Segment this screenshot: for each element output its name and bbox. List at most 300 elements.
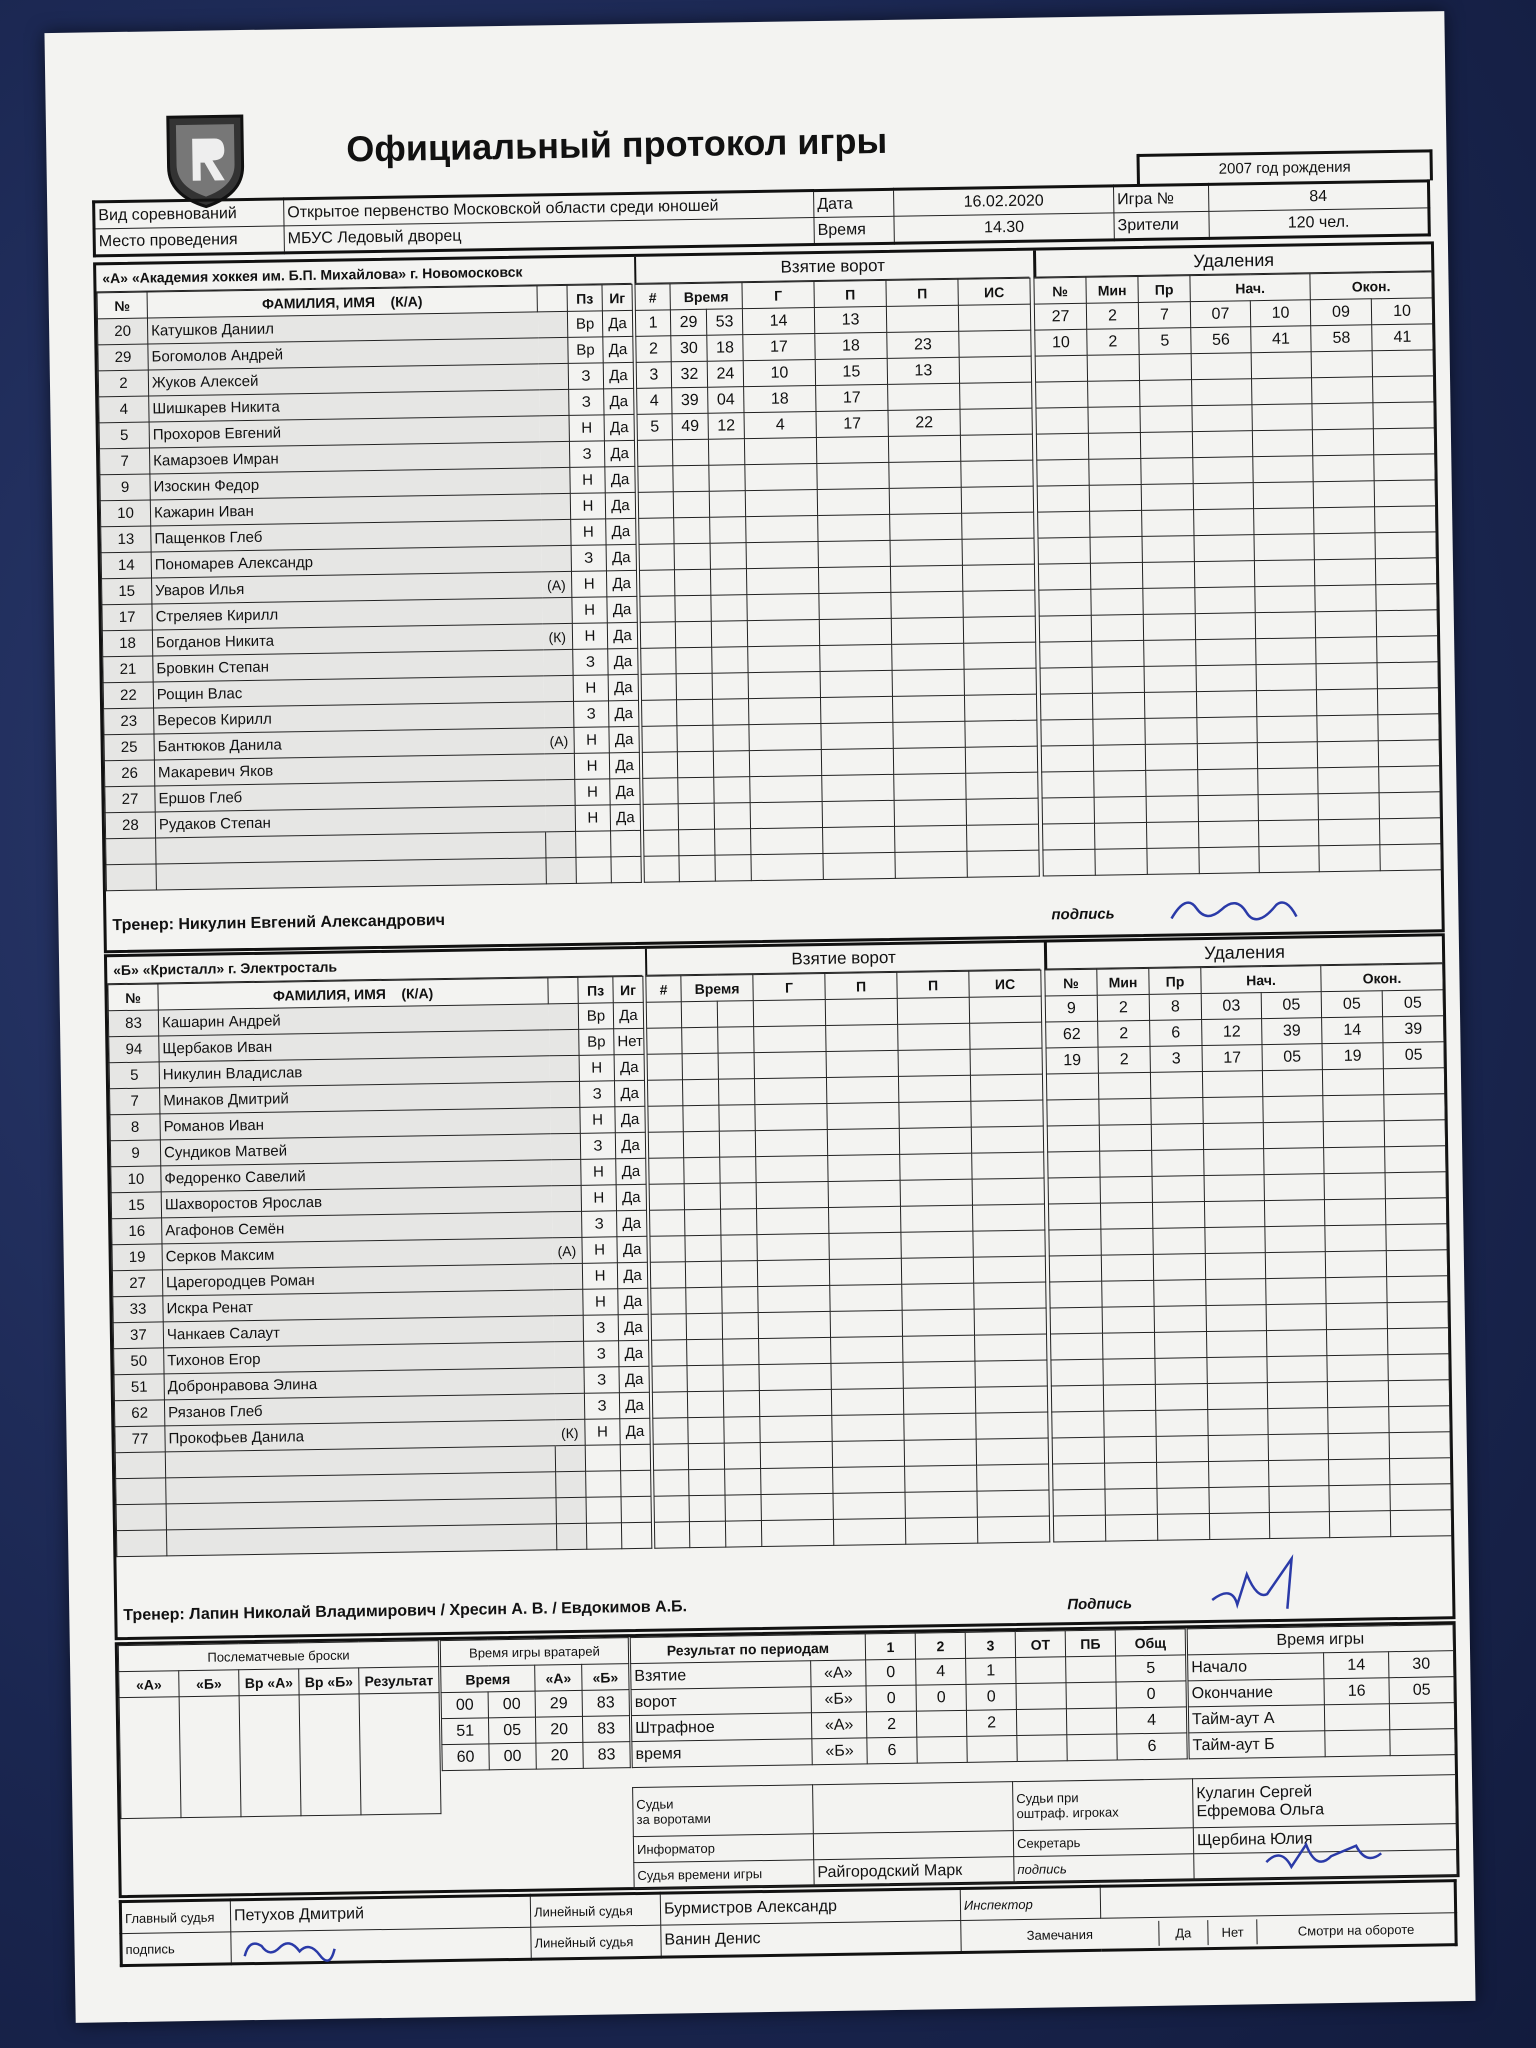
empty-cell — [1035, 355, 1087, 382]
remarks-cell — [961, 1913, 1456, 1953]
empty-cell — [684, 1183, 720, 1210]
player-position: З — [573, 649, 608, 676]
player-name: Пономарев Александр — [151, 546, 541, 578]
empty-cell — [643, 778, 678, 805]
empty-cell — [1142, 510, 1194, 537]
empty-cell — [746, 516, 818, 543]
empty-cell — [1313, 455, 1374, 482]
goalie-time-cell: 05 — [488, 1717, 535, 1744]
empty-cell — [828, 1154, 900, 1181]
empty-cell — [1050, 1281, 1102, 1308]
b-pen-col-num: № — [1045, 969, 1097, 996]
empty-cell — [1205, 1227, 1265, 1254]
player-name: Никулин Владислав — [159, 1056, 549, 1088]
player-number: 9 — [110, 1140, 160, 1167]
club-logo-icon — [162, 108, 250, 209]
empty-cell — [675, 621, 711, 648]
empty-cell — [972, 1152, 1044, 1179]
team-b-roster — [107, 976, 652, 1557]
empty-cell — [833, 1518, 905, 1545]
empty-cell — [1194, 561, 1254, 588]
empty-cell — [1328, 1433, 1389, 1460]
goal-cell: 12 — [708, 413, 744, 440]
game-label: Игра № — [1113, 184, 1208, 212]
empty-cell — [961, 460, 1033, 487]
goalie-time-table — [440, 1637, 631, 1771]
empty-cell — [1252, 430, 1312, 457]
empty-cell — [1103, 1384, 1155, 1411]
penalty-cell: 8 — [1149, 994, 1201, 1021]
empty-cell — [715, 855, 751, 882]
empty-cell — [1314, 507, 1375, 534]
empty-cell — [973, 1230, 1045, 1257]
goal-cell: 04 — [708, 387, 744, 414]
linesman-2-label: Линейный судья — [531, 1925, 661, 1959]
empty-cell — [970, 1048, 1042, 1075]
player-position: Н — [580, 1107, 615, 1134]
player-number: 26 — [104, 760, 154, 787]
empty-cell — [977, 1464, 1049, 1491]
empty-cell — [688, 1417, 724, 1444]
empty-cell — [1043, 823, 1095, 850]
empty-cell — [1323, 1095, 1384, 1122]
player-position: З — [569, 441, 604, 468]
player-role — [551, 1185, 581, 1211]
empty-cell — [1314, 533, 1375, 560]
empty-cell — [758, 1285, 830, 1312]
empty-cell — [647, 1028, 682, 1055]
empty-cell — [1144, 640, 1196, 667]
empty-cell — [905, 1517, 977, 1544]
player-role — [549, 1081, 579, 1107]
empty-cell — [717, 1001, 753, 1028]
empty-cell — [586, 1471, 621, 1498]
goal-cell: 4 — [637, 388, 672, 415]
empty-cell — [1088, 432, 1140, 459]
penalty-cell: 05 — [1261, 992, 1321, 1019]
player-played: Да — [604, 440, 634, 466]
empty-cell — [756, 1181, 828, 1208]
empty-cell — [1194, 535, 1254, 562]
team-b-penalties — [1044, 963, 1452, 1542]
empty-cell — [1053, 1515, 1105, 1542]
goalie-time-cell: 00 — [441, 1692, 488, 1719]
goal-cell: 24 — [707, 361, 743, 388]
goal-cell: 18 — [815, 332, 887, 359]
penalty-cell: 07 — [1190, 301, 1250, 328]
empty-cell — [1051, 1333, 1103, 1360]
empty-cell — [1049, 1255, 1101, 1282]
empty-cell — [682, 1027, 718, 1054]
goal-judges-label — [633, 1785, 814, 1837]
empty-cell — [1088, 380, 1140, 407]
goals-b-p2: 0 — [916, 1684, 966, 1711]
player-played: Да — [602, 310, 632, 336]
empty-cell — [890, 513, 962, 540]
empty-cell — [637, 440, 672, 467]
empty-cell — [1324, 1147, 1385, 1174]
empty-cell — [1039, 615, 1091, 642]
empty-cell — [894, 799, 966, 826]
empty-cell — [682, 1053, 718, 1080]
empty-cell — [678, 803, 714, 830]
empty-cell — [1318, 819, 1379, 846]
gk-col-time: Время — [441, 1665, 535, 1692]
empty-cell — [963, 590, 1035, 617]
empty-cell — [684, 1157, 720, 1184]
penbox-label-2: оштраф. игроках — [1016, 1804, 1119, 1822]
empty-cell — [1383, 1068, 1444, 1095]
empty-cell — [1150, 1072, 1202, 1099]
goal-cell: 39 — [672, 387, 708, 414]
pen-label-1: Штрафное — [631, 1713, 811, 1742]
empty-cell — [1316, 637, 1377, 664]
empty-cell — [898, 1049, 970, 1076]
empty-cell — [831, 1362, 903, 1389]
player-played: Да — [619, 1392, 649, 1418]
empty-cell — [1099, 1124, 1151, 1151]
empty-cell — [757, 1259, 829, 1286]
goal-cell: 18 — [744, 386, 816, 413]
player-number: 15 — [102, 578, 152, 605]
period-2: 2 — [915, 1632, 965, 1659]
empty-cell — [1267, 1356, 1327, 1383]
empty-cell — [898, 1023, 970, 1050]
player-position: З — [584, 1367, 619, 1394]
player-role — [554, 1341, 584, 1367]
goal-cell: 5 — [637, 414, 672, 441]
goal-cell: 10 — [743, 360, 815, 387]
empty-cell — [905, 1491, 977, 1518]
empty-cell — [1154, 1280, 1206, 1307]
player-number: 5 — [99, 422, 149, 449]
penalty-cell: 2 — [1086, 302, 1138, 329]
empty-cell — [1390, 1484, 1451, 1511]
b-goals-col-hash: # — [646, 976, 681, 1003]
empty-cell — [1373, 376, 1434, 403]
empty-cell — [1100, 1176, 1152, 1203]
empty-cell — [1048, 1177, 1100, 1204]
empty-cell — [755, 1103, 827, 1130]
empty-cell — [1100, 1150, 1152, 1177]
empty-cell — [751, 853, 823, 880]
empty-cell — [640, 622, 675, 649]
empty-cell — [826, 1050, 898, 1077]
player-position: З — [584, 1341, 619, 1368]
empty-cell — [1040, 641, 1092, 668]
empty-cell — [718, 1053, 754, 1080]
player-position: З — [579, 1081, 614, 1108]
chief-referee-label: Главный судья — [120, 1900, 230, 1934]
empty-cell — [1317, 715, 1378, 742]
empty-cell — [724, 1443, 760, 1470]
so-vra: Вр «А» — [239, 1669, 299, 1696]
player-name: Стреляев Кирилл — [152, 598, 542, 630]
empty-cell — [975, 1386, 1047, 1413]
empty-cell — [1192, 431, 1252, 458]
empty-cell — [747, 594, 819, 621]
empty-cell — [1144, 666, 1196, 693]
empty-cell — [674, 517, 710, 544]
empty-cell — [833, 1466, 905, 1493]
player-number: 16 — [112, 1218, 162, 1245]
empty-cell — [1253, 482, 1313, 509]
empty-cell — [903, 1361, 975, 1388]
empty-cell — [641, 674, 676, 701]
goal-cell: 32 — [671, 361, 707, 388]
empty-cell — [965, 720, 1037, 747]
goals-b-total: 0 — [1116, 1681, 1186, 1708]
player-position: Вр — [568, 337, 603, 364]
player-name: Вересов Кирилл — [154, 702, 544, 734]
empty-cell — [714, 803, 750, 830]
goalie-time-row — [441, 1690, 629, 1719]
pen-a-total: 4 — [1116, 1707, 1186, 1734]
empty-cell — [1053, 1463, 1105, 1490]
empty-cell — [972, 1178, 1044, 1205]
empty-cell — [1092, 640, 1144, 667]
empty-cell — [1380, 844, 1441, 871]
empty-cell — [1263, 1122, 1323, 1149]
empty-cell — [974, 1308, 1046, 1335]
player-number: 23 — [104, 708, 154, 735]
empty-cell — [1152, 1176, 1204, 1203]
empty-cell — [757, 1207, 829, 1234]
goalie-time-cell: 60 — [442, 1744, 489, 1771]
player-role — [554, 1367, 584, 1393]
empty-cell — [1259, 846, 1319, 873]
goalie-time-row — [442, 1742, 630, 1771]
empty-cell — [586, 1497, 621, 1524]
empty-cell — [891, 591, 963, 618]
empty-cell — [1047, 1099, 1099, 1126]
goalie-time-cell: 00 — [488, 1691, 535, 1718]
empty-cell — [644, 856, 679, 883]
penalty-cell: 39 — [1383, 1016, 1444, 1043]
empty-cell — [678, 777, 714, 804]
empty-cell — [1146, 822, 1198, 849]
empty-cell — [820, 644, 892, 671]
empty-cell — [897, 997, 969, 1024]
empty-cell — [1375, 558, 1436, 585]
empty-cell — [555, 1445, 585, 1471]
player-role — [553, 1289, 583, 1315]
player-played: Да — [613, 1002, 643, 1028]
empty-cell — [711, 595, 747, 622]
empty-cell — [1089, 484, 1141, 511]
remarks-label: Замечания — [961, 1920, 1159, 1948]
empty-cell — [825, 998, 897, 1025]
empty-cell — [1316, 689, 1377, 716]
empty-cell — [1196, 639, 1256, 666]
player-position: Н — [569, 415, 604, 442]
empty-cell — [721, 1235, 757, 1262]
col-ka-label: (К/А) — [390, 292, 423, 310]
penalty-cell: 05 — [1382, 990, 1443, 1017]
empty-cell — [1039, 589, 1091, 616]
empty-cell — [106, 838, 156, 865]
empty-cell — [1151, 1098, 1203, 1125]
empty-cell — [903, 1335, 975, 1362]
empty-cell — [1053, 1489, 1105, 1516]
empty-cell — [1254, 560, 1314, 587]
penbox-label-1: Судьи при — [1016, 1790, 1079, 1807]
empty-cell — [642, 752, 677, 779]
player-position: Н — [581, 1185, 616, 1212]
empty-cell — [1191, 353, 1251, 380]
player-name: Романов Иван — [160, 1108, 550, 1140]
empty-cell — [611, 856, 641, 882]
period-ot: ОТ — [1015, 1631, 1065, 1658]
goal-cell: 2 — [636, 336, 671, 363]
empty-cell — [1205, 1253, 1265, 1280]
empty-cell — [754, 1025, 826, 1052]
goal-cell: 30 — [671, 335, 707, 362]
empty-cell — [1143, 614, 1195, 641]
empty-cell — [760, 1415, 832, 1442]
end-min: 05 — [1389, 1677, 1454, 1704]
empty-cell — [749, 698, 821, 725]
empty-cell — [1327, 1381, 1388, 1408]
player-role — [543, 649, 573, 675]
empty-cell — [1376, 610, 1437, 637]
penalty-row — [1053, 1510, 1451, 1542]
empty-cell — [719, 1131, 755, 1158]
player-role — [550, 1133, 580, 1159]
goals-b-ot — [1016, 1683, 1066, 1710]
empty-cell — [1141, 484, 1193, 511]
b-pen-col-end: Окон. — [1321, 964, 1443, 992]
team-b-signature-label: Подпись — [1067, 1595, 1133, 1614]
empty-cell — [1374, 480, 1435, 507]
player-position: Н — [575, 805, 610, 832]
empty-cell — [1208, 1435, 1268, 1462]
empty-cell — [649, 1158, 684, 1185]
empty-cell — [970, 1074, 1042, 1101]
player-name: Царегородцев Роман — [162, 1264, 552, 1296]
player-name: Богданов Никита — [152, 624, 542, 656]
empty-cell — [754, 1051, 826, 1078]
team-a-goals-title: Взятие ворот — [634, 251, 1029, 284]
player-played: Да — [614, 1080, 644, 1106]
pen-b-p1: 6 — [867, 1737, 917, 1764]
empty-cell — [822, 800, 894, 827]
player-number: 33 — [113, 1296, 163, 1323]
team-b-title: «Б» «Кристалл» г. Электросталь — [107, 949, 642, 984]
empty-cell — [1204, 1149, 1264, 1176]
empty-cell — [722, 1287, 758, 1314]
penalty-cell: 7 — [1138, 302, 1190, 329]
empty-cell — [718, 1079, 754, 1106]
empty-cell — [1042, 771, 1094, 798]
empty-cell — [755, 1129, 827, 1156]
empty-cell — [1156, 1436, 1208, 1463]
empty-cell — [720, 1157, 756, 1184]
empty-cell — [1145, 744, 1197, 771]
player-name: Щербаков Иван — [159, 1030, 549, 1062]
player-played: Да — [607, 596, 637, 622]
team-a-goals — [634, 278, 1039, 883]
empty-cell — [1378, 714, 1439, 741]
empty-cell — [977, 1490, 1049, 1517]
team-a-penalties-title: Удаления — [1033, 244, 1431, 277]
remarks-yes: Да — [1158, 1920, 1208, 1946]
goals-col-p2: П — [886, 279, 958, 306]
empty-cell — [965, 746, 1037, 773]
empty-cell — [1155, 1358, 1207, 1385]
empty-cell — [900, 1153, 972, 1180]
empty-cell — [679, 829, 715, 856]
empty-cell — [713, 699, 749, 726]
empty-cell — [1105, 1488, 1157, 1515]
player-position: Н — [583, 1289, 618, 1316]
empty-cell — [892, 695, 964, 722]
player-number: 94 — [109, 1036, 159, 1063]
player-position: Вр — [579, 1029, 614, 1056]
empty-cell — [904, 1413, 976, 1440]
goals-col-p1: П — [814, 280, 886, 307]
penalty-cell: 56 — [1191, 327, 1251, 354]
goal-cell: 1 — [635, 310, 670, 337]
empty-cell — [646, 1002, 681, 1029]
empty-cell — [1099, 1098, 1151, 1125]
empty-cell — [904, 1439, 976, 1466]
team-a-section — [93, 241, 1445, 953]
empty-cell — [964, 694, 1036, 721]
empty-cell — [889, 487, 961, 514]
empty-cell — [1266, 1278, 1326, 1305]
goal-cell — [886, 305, 958, 332]
empty-cell — [754, 1077, 826, 1104]
goals-a-ot — [1016, 1657, 1066, 1684]
empty-cell — [823, 852, 895, 879]
empty-cell — [649, 1184, 684, 1211]
shootouts-title: Послематчевые броски — [118, 1641, 438, 1672]
penalty-cell: 41 — [1251, 326, 1311, 353]
player-name: Рязанов Глеб — [164, 1394, 554, 1426]
player-role — [538, 363, 568, 389]
empty-cell — [621, 1522, 651, 1548]
empty-cell — [1206, 1305, 1266, 1332]
goalie-time-cell: 00 — [489, 1743, 536, 1770]
empty-cell — [1265, 1226, 1325, 1253]
empty-cell — [713, 751, 749, 778]
empty-cell — [689, 1521, 725, 1548]
empty-cell — [749, 724, 821, 751]
goals-b-p1: 0 — [866, 1685, 916, 1712]
empty-cell — [725, 1521, 761, 1548]
empty-cell — [1197, 743, 1257, 770]
player-played: Да — [617, 1236, 647, 1262]
empty-cell — [672, 439, 708, 466]
empty-cell — [1092, 692, 1144, 719]
empty-cell — [1255, 612, 1315, 639]
secretary-sign-label: подпись — [1014, 1854, 1194, 1883]
empty-cell — [822, 774, 894, 801]
start-label: Начало — [1188, 1653, 1324, 1681]
empty-cell — [1329, 1511, 1390, 1538]
penalty-cell: 6 — [1150, 1020, 1202, 1047]
player-name: Рощин Влас — [153, 676, 543, 708]
player-role — [549, 1029, 579, 1055]
empty-cell — [712, 647, 748, 674]
linesman-1-label: Линейный судья — [530, 1893, 660, 1927]
pen-a-p1: 2 — [866, 1711, 916, 1738]
empty-cell — [826, 1024, 898, 1051]
b-col-pz: Пз — [578, 977, 613, 1004]
empty-cell — [1389, 1432, 1450, 1459]
empty-cell — [1254, 534, 1314, 561]
